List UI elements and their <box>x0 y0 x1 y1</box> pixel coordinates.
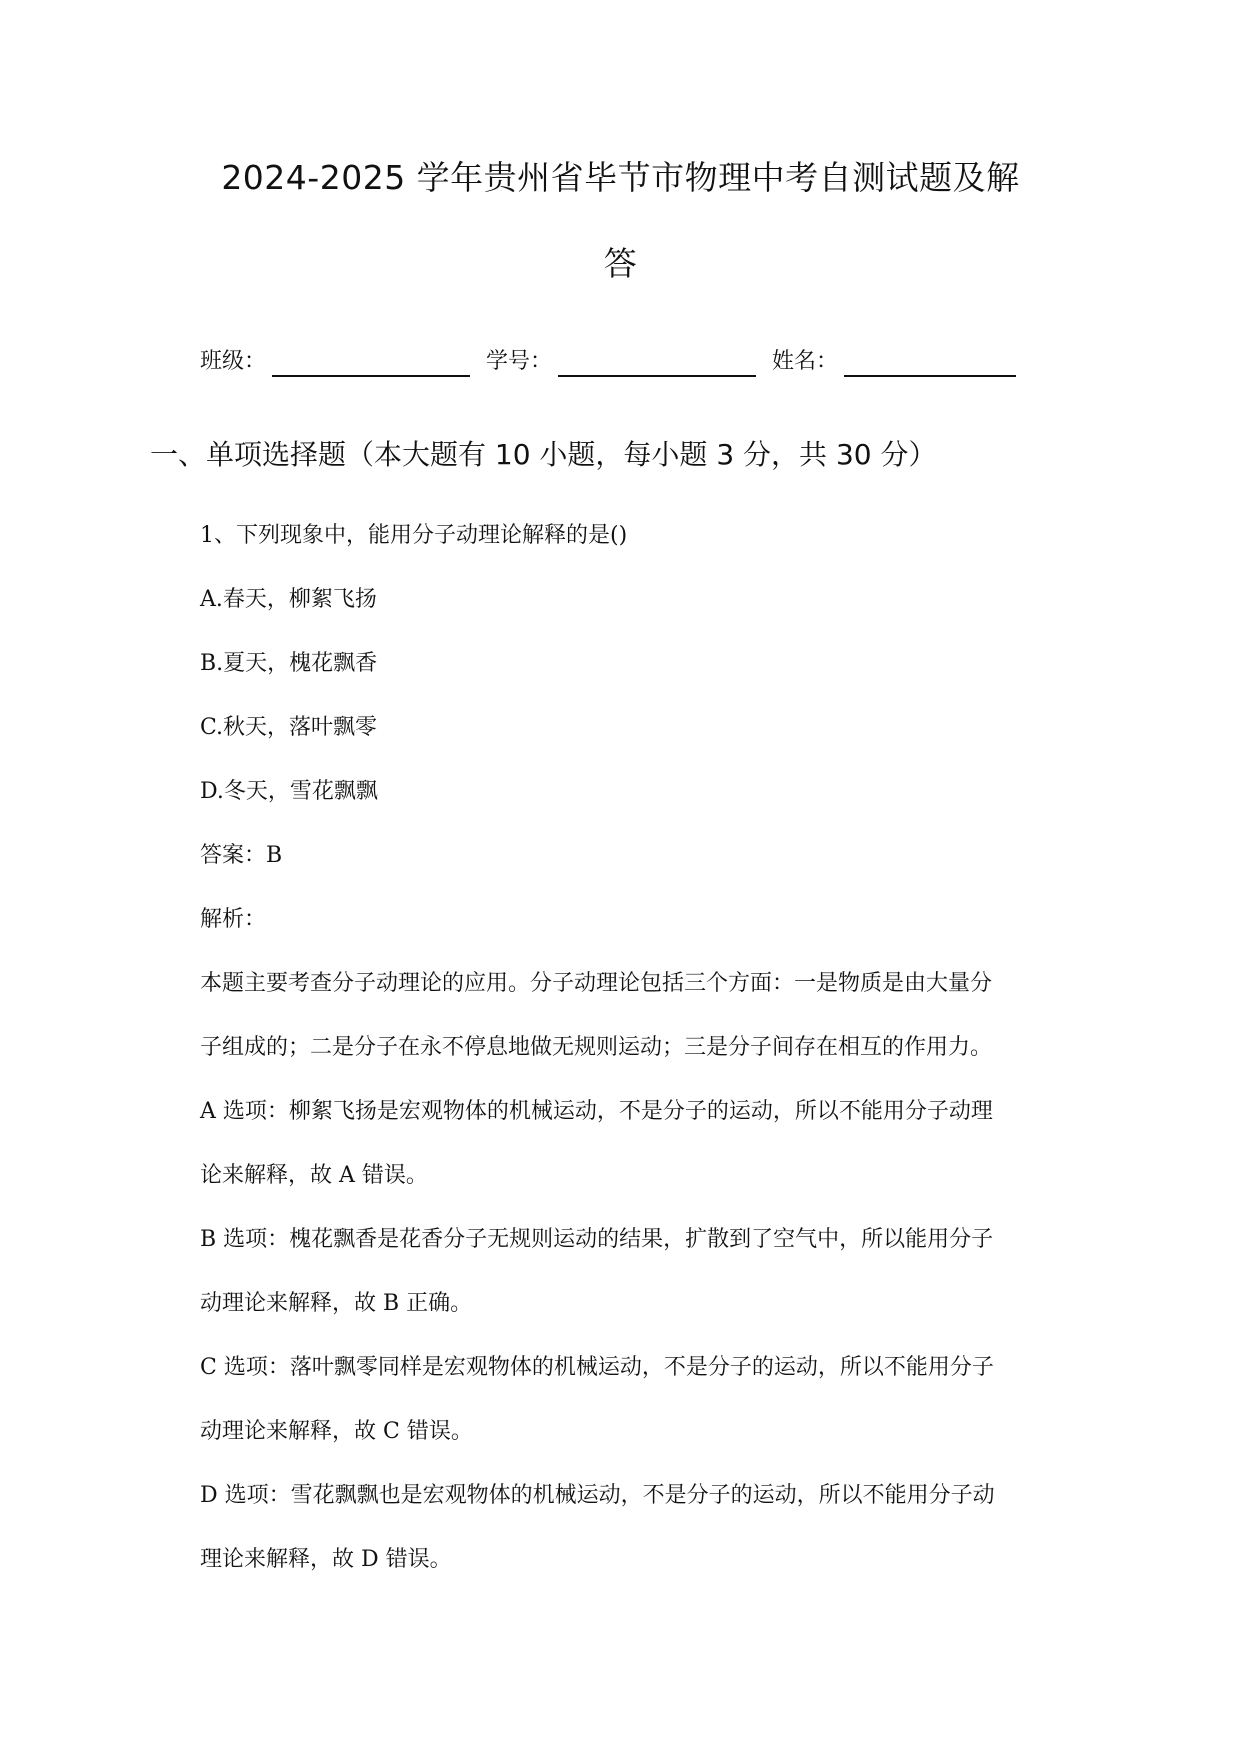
analysis-option-a-line-1: A 选项：柳絮飞扬是宏观物体的机械运动，不是分子的运动，所以不能用分子动理 <box>200 1099 993 1124</box>
analysis-option-b-line-2: 动理论来解释，故 B 正确。 <box>200 1291 473 1316</box>
analysis-intro-line-1: 本题主要考查分子动理论的应用。分子动理论包括三个方面：一是物质是由大量分 <box>200 971 993 996</box>
option-d: D.冬天，雪花飘飘 <box>200 779 378 804</box>
class-blank <box>272 353 470 377</box>
option-b: B.夏天，槐花飘香 <box>200 651 378 676</box>
document-title-line-2: 答 <box>603 244 638 283</box>
option-a: A.春天，柳絮飞扬 <box>200 587 377 612</box>
analysis-option-d-line-2: 理论来解释，故 D 错误。 <box>200 1547 452 1572</box>
student-info-row <box>200 347 1060 377</box>
student-id-label: 学号： <box>486 349 553 374</box>
analysis-option-a-line-2: 论来解释，故 A 错误。 <box>200 1163 428 1188</box>
question-stem: 1、下列现象中，能用分子动理论解释的是() <box>200 523 628 548</box>
document-title-line-1: 2024-2025 学年贵州省毕节市物理中考自测试题及解 <box>221 158 1020 197</box>
analysis-intro-line-2: 子组成的；二是分子在永不停息地做无规则运动；三是分子间存在相互的作用力。 <box>200 1035 993 1060</box>
name-blank <box>844 353 1016 377</box>
section-heading: 一、单项选择题（本大题有 10 小题，每小题 3 分，共 30 分） <box>150 438 937 471</box>
option-c: C.秋天，落叶飘零 <box>200 715 378 740</box>
analysis-label: 解析： <box>200 907 267 932</box>
analysis-option-b-line-1: B 选项：槐花飘香是花香分子无规则运动的结果，扩散到了空气中，所以能用分子 <box>200 1227 994 1252</box>
question-1-block <box>200 504 1090 1592</box>
class-label: 班级： <box>200 349 267 374</box>
student-id-blank <box>558 353 756 377</box>
answer-line: 答案：B <box>200 843 283 868</box>
name-label: 姓名： <box>772 349 839 374</box>
analysis-option-c-line-1: C 选项：落叶飘零同样是宏观物体的机械运动，不是分子的运动，所以不能用分子 <box>200 1355 994 1380</box>
analysis-option-c-line-2: 动理论来解释，故 C 错误。 <box>200 1419 473 1444</box>
analysis-option-d-line-1: D 选项：雪花飘飘也是宏观物体的机械运动，不是分子的运动，所以不能用分子动 <box>200 1483 995 1508</box>
